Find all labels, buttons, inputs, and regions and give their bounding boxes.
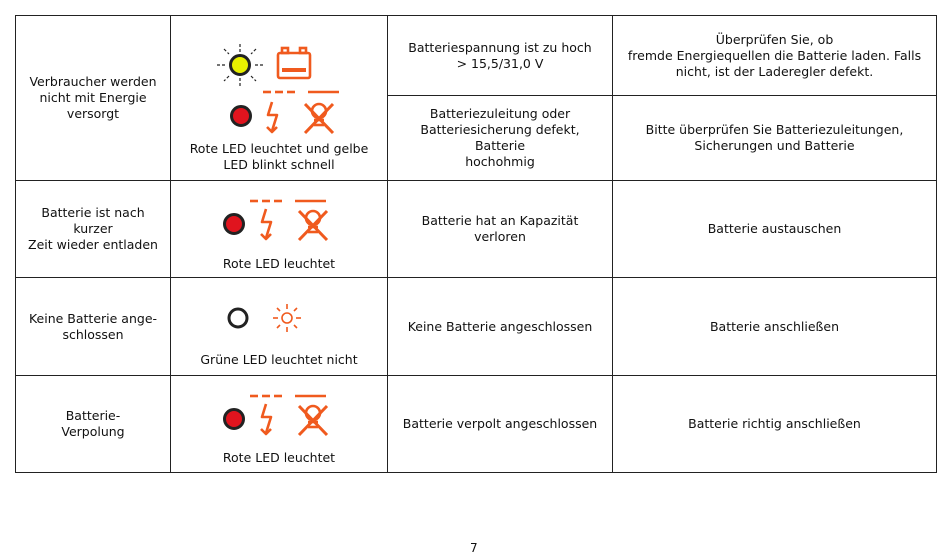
lightning-icon [261,209,271,239]
table-row [16,181,937,278]
indicator-cell [171,376,388,473]
lightning-icon [267,102,277,132]
indicator-caption: Grüne LED leuchtet nicht [200,352,358,367]
sun-icon [273,304,301,332]
table-row [16,278,937,376]
indicator-cell [171,278,388,376]
indicator-caption: Rote LED leuchtet und gelbe LED blinkt schnell [189,141,369,172]
indicator-cell [171,181,388,278]
load-disconnected-icon [299,406,327,435]
red-led-icon [225,410,244,429]
remedy-cell: Überprüfen Sie, ob fremde Energiequellen die Batterie laden. Falls nicht, ist der Laderegler defekt. [613,16,937,96]
load-disconnected-icon [299,211,327,240]
battery-icon [278,48,310,78]
red-led-icon [225,215,244,234]
page-number: 7 [470,541,478,555]
red-led-icon [232,107,251,126]
remedy-cell: Batterie richtig anschließen [613,376,937,473]
problem-cell: Keine Batterie ange- schlossen [16,278,171,376]
indicator-caption: Rote LED leuchtet [222,450,336,465]
remedy-cell: Batterie anschließen [613,278,937,376]
load-disconnected-icon [305,104,333,133]
cause-cell: Batteriespannung ist zu hoch > 15,5/31,0 V [388,16,613,96]
cause-cell: Batteriezuleitung oder Batteriesicherung defekt, Batterie hochohmig [388,96,613,181]
lightning-icon [261,404,271,434]
led-symbol-group [171,278,387,348]
led-symbol-group [171,181,387,251]
table-row [16,16,937,96]
cause-cell: Keine Batterie angeschlossen [388,278,613,376]
led-off-icon [229,309,247,327]
remedy-cell: Bitte überprüfen Sie Batteriezuleitungen, Sicherungen und Batterie [613,96,937,181]
problem-cell: Verbraucher werden nicht mit Energie versorgt [16,16,171,181]
cause-cell: Batterie verpolt angeschlossen [388,376,613,473]
problem-cell: Batterie ist nach kurzer Zeit wieder entladen [16,181,171,278]
indicator-cell [171,16,388,181]
remedy-cell: Batterie austauschen [613,181,937,278]
led-symbol-group [171,376,387,446]
troubleshooting-table [15,15,937,473]
problem-cell: Batterie- Verpolung [16,376,171,473]
cause-cell: Batterie hat an Kapazität verloren [388,181,613,278]
led-symbol-group [171,16,387,156]
indicator-caption: Rote LED leuchtet [222,256,336,271]
table-row [16,376,937,473]
yellow-led-blinking-icon [217,44,263,86]
